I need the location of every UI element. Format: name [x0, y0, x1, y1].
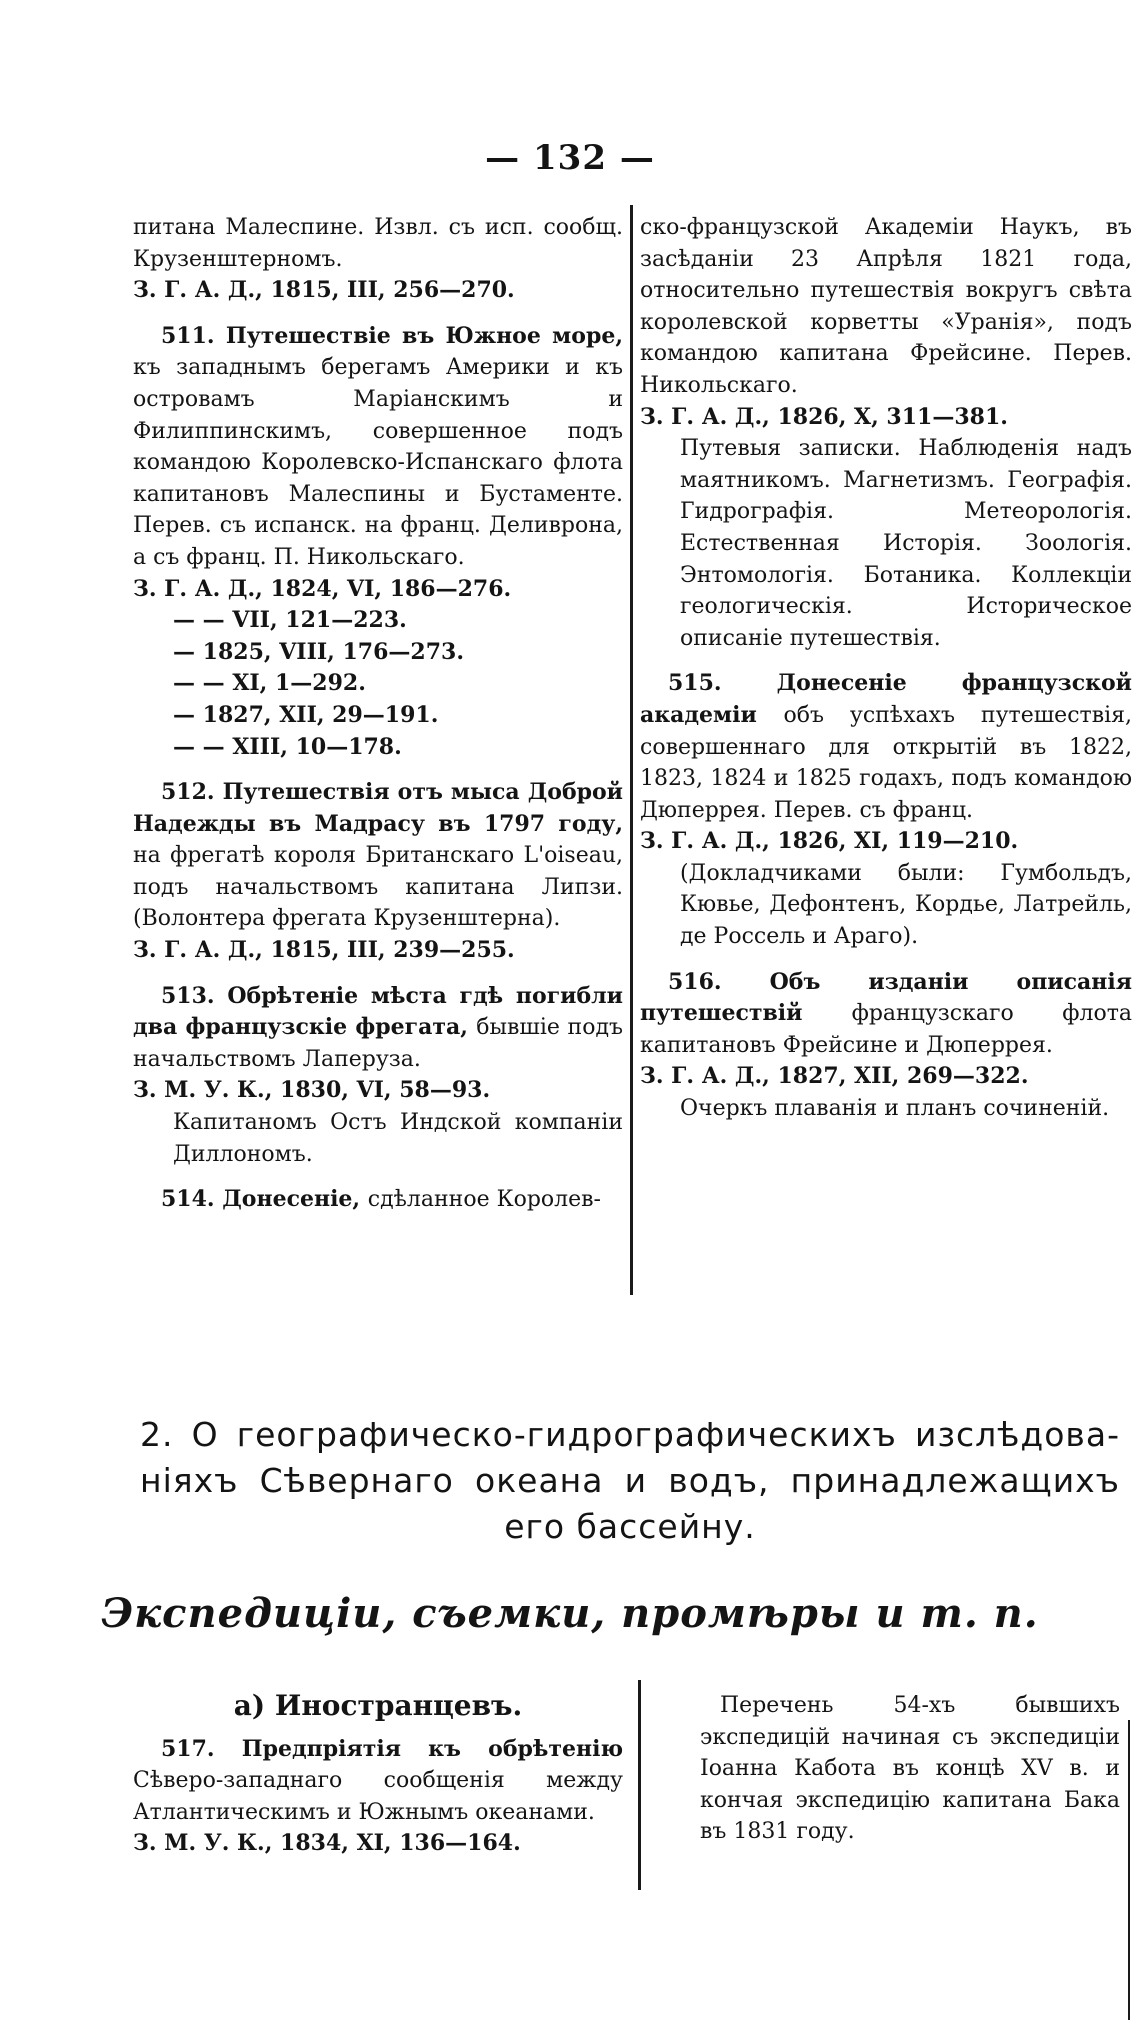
entry-heading: 515. Донесеніе французской академіи: [640, 670, 1132, 728]
left-column: [133, 212, 623, 1216]
entry-heading: 517. Предпріятія къ обрѣтенію: [161, 1735, 623, 1762]
entry-body: къ западнымъ берегамъ Америки и къ островамъ Маріанскимъ и Филиппинскимъ, совершенное подъ командою Королевско-Испанскаго флота капитановъ Малеспины и Бустаменте. Перев. съ испанск. на франц. Деливрона, а съ франц. П. Никольскаго.: [133, 355, 623, 570]
reference: — 1827, XII, 29—191.: [173, 701, 439, 728]
entry-513: [133, 981, 623, 1076]
reference: — 1825, VIII, 176—273.: [173, 638, 464, 665]
entry-body: французскаго флота капитановъ Фрейсине и Дюперрея.: [640, 1001, 1132, 1058]
continuation-text: питана Малеспине. Извл. съ исп. сообщ. Крузенштерномъ.: [133, 215, 623, 272]
entry-heading: 514. Донесеніе,: [161, 1186, 361, 1213]
entry-515: [640, 668, 1132, 826]
page-number: — 132 —: [485, 138, 655, 178]
entry-body: Сѣверо-западнаго сообщенія между Атлантическимъ и Южнымъ океанами.: [133, 1768, 623, 1825]
section-heading-line: 2. О географическо-гидрографическихъ изслѣдова-: [140, 1415, 1120, 1454]
reference: — — XI, 1—292.: [173, 670, 366, 697]
reference: — — VII, 121—223.: [173, 607, 407, 634]
entry-body: сдѣланное Королев-: [367, 1187, 601, 1213]
reference: З. М. У. К., 1830, VI, 58—93.: [133, 1077, 491, 1104]
entry-note: Очеркъ плаванія и планъ сочиненій.: [680, 1096, 1110, 1122]
entry-note: Перечень 54-хъ бывшихъ экспедицій начиная съ экспедиціи Іоанна Кабота въ концѣ XV в. и кончая экспедицію капитана Бака въ 1831 году.: [700, 1693, 1120, 1845]
entry-511: [133, 321, 623, 574]
reference: З. Г. А. Д., 1815, III, 239—255.: [133, 937, 515, 964]
entry-note: Капитаномъ Остъ Индской компаніи Диллономъ.: [173, 1110, 623, 1167]
section-heading: [140, 1412, 1120, 1550]
entry-516: [640, 967, 1132, 1062]
reference: З. Г. А. Д., 1826, X, 311—381.: [640, 403, 1008, 430]
margin-line: [1128, 1720, 1130, 2020]
column-divider: [638, 1680, 641, 1890]
entry-512: [133, 777, 623, 935]
entry-heading: 516. Объ изданіи описанія путешествій: [640, 968, 1132, 1027]
entry-heading: 512. Путешествія отъ мыса Доброй Надежды въ Мадрасу въ 1797 году,: [133, 779, 623, 837]
right-column: [640, 212, 1132, 1125]
continuation-text: ско-французской Академіи Наукъ, въ засѣданіи 23 Апрѣля 1821 года, относительно путешествія вокругъ свѣта королевской корветты «Уранія», подъ командою капитана Фрейсине. Перев. Никольскаго.: [640, 215, 1132, 398]
lower-left-column: [133, 1690, 623, 1860]
column-divider: [630, 205, 633, 1295]
entry-heading: 513. Обрѣтеніе мѣста гдѣ погибли два французскіе фрегата,: [133, 982, 623, 1041]
section-heading-line: ніяхъ Сѣвернаго океана и водъ, принадлежащихъ: [140, 1461, 1120, 1500]
reference: З. Г. А. Д., 1826, XI, 119—210.: [640, 828, 1019, 855]
entry-note: (Докладчиками были: Гумбольдъ, Кювье, Дефонтенъ, Кордье, Латрейль, де Россель и Араго).: [680, 860, 1132, 950]
reference: З. Г. А. Д., 1815, III, 256—270.: [133, 277, 515, 304]
reference: — — XIII, 10—178.: [173, 733, 402, 760]
entry-body: объ успѣхахъ путешествія, совершеннаго для открытій въ 1822, 1823, 1824 и 1825 годахъ, подъ командою Дюперрея. Перев. съ франц.: [640, 702, 1132, 823]
subsection-title: а) Иностранцевъ.: [233, 1689, 523, 1722]
lower-right-column: [700, 1690, 1120, 1848]
section-heading-line: его бассейну.: [504, 1507, 756, 1546]
reference: З. Г. А. Д., 1827, XII, 269—322.: [640, 1063, 1029, 1090]
entry-note: Путевыя записки. Наблюденія надъ маятникомъ. Магнетизмъ. Географія. Гидрографія. Метеорологія. Естественная Исторія. Зоологія. Энтомологія. Ботаника. Коллекціи геологическія. Историческое описаніе путешествія.: [680, 436, 1132, 651]
entry-body: бывшіе подъ начальствомъ Лаперуза.: [133, 1015, 623, 1072]
entry-517: [133, 1734, 623, 1829]
reference: З. Г. А. Д., 1824, VI, 186—276.: [133, 575, 512, 602]
entry-body: на фрегатѣ короля Британскаго L'oiseau, подъ начальствомъ капитана Липзи. (Волонтера фрегата Крузенштерна).: [133, 843, 623, 932]
entry-514: [133, 1184, 623, 1216]
reference: З. М. У. К., 1834, XI, 136—164.: [133, 1830, 521, 1857]
section-subheading: Экспедиціи, съемки, промѣры и т. п.: [101, 1590, 1039, 1637]
entry-heading: 511. Путешествіе въ Южное море,: [161, 322, 623, 349]
